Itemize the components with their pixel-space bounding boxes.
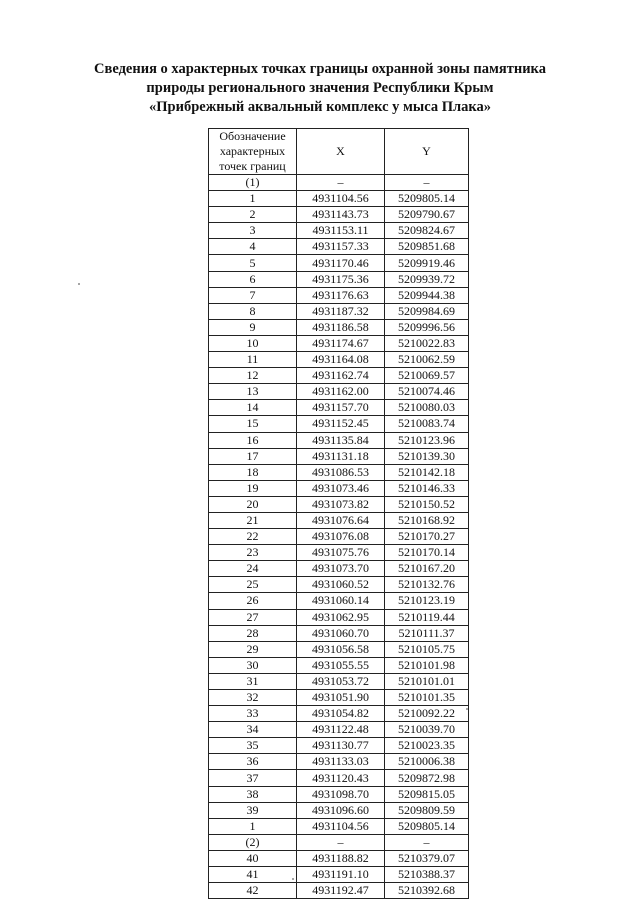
cell-y: 5210119.44 [385,609,469,625]
cell-y: 5209939.72 [385,271,469,287]
title-line-2: природы регионального значения Республики Крым [146,80,494,96]
table-row [209,480,469,496]
cell-x: 4931191.10 [297,867,385,883]
cell-x: 4931120.43 [297,770,385,786]
table-row [209,287,469,303]
table-row [209,545,469,561]
cell-x: 4931164.08 [297,352,385,368]
cell-x: 4931073.70 [297,561,385,577]
table-row [209,609,469,625]
table-row [209,496,469,512]
table-row [209,335,469,351]
cell-x: 4931051.90 [297,690,385,706]
cell-y: 5210074.46 [385,384,469,400]
table-row [209,754,469,770]
title-line-3: «Прибрежный аквальный комплекс у мыса Плака» [149,99,491,115]
cell-x: 4931056.58 [297,641,385,657]
cell-point: 33 [209,706,297,722]
table-row [209,786,469,802]
scan-speck [78,283,80,285]
table-row [209,432,469,448]
cell-point: 14 [209,400,297,416]
table-row [209,464,469,480]
cell-point: 21 [209,512,297,528]
cell-y: 5210083.74 [385,416,469,432]
cell-x: 4931157.33 [297,239,385,255]
cell-y: 5210167.20 [385,561,469,577]
table-row [209,271,469,287]
cell-y: 5210168.92 [385,512,469,528]
cell-x: 4931076.08 [297,529,385,545]
table-row [209,770,469,786]
cell-x: 4931060.14 [297,593,385,609]
cell-x: 4931157.70 [297,400,385,416]
cell-x: 4931060.70 [297,625,385,641]
cell-y: 5210388.37 [385,867,469,883]
cell-y: 5209851.68 [385,239,469,255]
cell-y: 5210123.96 [385,432,469,448]
header-x: X [297,129,385,175]
cell-point: 8 [209,303,297,319]
cell-point: 10 [209,335,297,351]
cell-x: 4931055.55 [297,657,385,673]
cell-x: 4931143.73 [297,207,385,223]
table-row [209,818,469,834]
cell-x: 4931062.95 [297,609,385,625]
cell-point: 31 [209,673,297,689]
cell-x: 4931053.72 [297,673,385,689]
cell-y: 5210022.83 [385,335,469,351]
header-point-designation [209,129,297,175]
cell-y: 5209872.98 [385,770,469,786]
table-row [209,368,469,384]
cell-y: 5210392.68 [385,883,469,899]
cell-y: 5210150.52 [385,496,469,512]
cell-y: 5209809.59 [385,802,469,818]
cell-point: 26 [209,593,297,609]
cell-point: 41 [209,867,297,883]
cell-x: 4931086.53 [297,464,385,480]
cell-x: 4931175.36 [297,271,385,287]
cell-x: – [297,834,385,850]
document-title [60,60,580,117]
cell-point: 20 [209,496,297,512]
cell-y: 5210039.70 [385,722,469,738]
cell-y: 5210092.22 [385,706,469,722]
table-row [209,319,469,335]
cell-point: (2) [209,834,297,850]
cell-point: 1 [209,191,297,207]
cell-point: 32 [209,690,297,706]
cell-y: 5210080.03 [385,400,469,416]
cell-point: 7 [209,287,297,303]
table-row [209,722,469,738]
cell-x: 4931152.45 [297,416,385,432]
cell-y: 5210069.57 [385,368,469,384]
cell-point: 38 [209,786,297,802]
table-row [209,690,469,706]
cell-x: 4931075.76 [297,545,385,561]
cell-x: 4931060.52 [297,577,385,593]
cell-x: 4931153.11 [297,223,385,239]
table-row [209,239,469,255]
cell-y: 5209824.67 [385,223,469,239]
table-row [209,303,469,319]
cell-y: 5210379.07 [385,850,469,866]
cell-x: 4931130.77 [297,738,385,754]
cell-y: 5209805.14 [385,191,469,207]
scan-speck [466,708,468,710]
table-row [209,706,469,722]
cell-point: 3 [209,223,297,239]
cell-point: 35 [209,738,297,754]
cell-point: 23 [209,545,297,561]
table-row [209,223,469,239]
table-row [209,802,469,818]
cell-y: – [385,175,469,191]
table-row [209,625,469,641]
cell-x: 4931076.64 [297,512,385,528]
table-row [209,641,469,657]
table-row [209,738,469,754]
cell-point: 40 [209,850,297,866]
cell-point: 29 [209,641,297,657]
cell-point: 28 [209,625,297,641]
cell-y: 5210105.75 [385,641,469,657]
cell-point: 13 [209,384,297,400]
scan-speck [292,878,294,880]
table-body [209,175,469,899]
table-row [209,512,469,528]
cell-y: 5210142.18 [385,464,469,480]
table-row [209,673,469,689]
cell-y: 5209919.46 [385,255,469,271]
cell-point: 25 [209,577,297,593]
cell-point: 4 [209,239,297,255]
table-row [209,191,469,207]
cell-point: 2 [209,207,297,223]
table-row [209,834,469,850]
table-row [209,867,469,883]
cell-y: 5210111.37 [385,625,469,641]
cell-point: 22 [209,529,297,545]
cell-point: 27 [209,609,297,625]
cell-point: 6 [209,271,297,287]
table-row [209,416,469,432]
table-row [209,883,469,899]
table-row [209,657,469,673]
cell-x: 4931188.82 [297,850,385,866]
cell-x: – [297,175,385,191]
cell-point: 12 [209,368,297,384]
cell-point: 11 [209,352,297,368]
cell-y: 5210023.35 [385,738,469,754]
cell-x: 4931170.46 [297,255,385,271]
cell-x: 4931162.74 [297,368,385,384]
cell-point: 1 [209,818,297,834]
header-line: Обозначение [219,129,286,143]
cell-y: 5210139.30 [385,448,469,464]
cell-y: 5210146.33 [385,480,469,496]
cell-y: 5210170.27 [385,529,469,545]
cell-x: 4931073.82 [297,496,385,512]
cell-x: 4931187.32 [297,303,385,319]
cell-x: 4931176.63 [297,287,385,303]
table-row [209,529,469,545]
cell-y: 5209790.67 [385,207,469,223]
cell-y: 5209805.14 [385,818,469,834]
cell-point: (1) [209,175,297,191]
cell-point: 24 [209,561,297,577]
cell-x: 4931054.82 [297,706,385,722]
cell-y: 5210062.59 [385,352,469,368]
cell-x: 4931192.47 [297,883,385,899]
cell-x: 4931122.48 [297,722,385,738]
cell-point: 16 [209,432,297,448]
cell-y: 5209815.05 [385,786,469,802]
cell-y: 5210101.35 [385,690,469,706]
cell-x: 4931131.18 [297,448,385,464]
coordinates-table [208,128,469,899]
table-row [209,175,469,191]
cell-y: 5209996.56 [385,319,469,335]
cell-point: 5 [209,255,297,271]
header-line: точек границ [219,159,286,173]
cell-y: 5210006.38 [385,754,469,770]
table-row [209,352,469,368]
cell-x: 4931098.70 [297,786,385,802]
cell-y: 5210170.14 [385,545,469,561]
cell-x: 4931104.56 [297,191,385,207]
cell-y: 5210132.76 [385,577,469,593]
cell-point: 18 [209,464,297,480]
table-row [209,400,469,416]
cell-x: 4931073.46 [297,480,385,496]
cell-y: – [385,834,469,850]
cell-point: 34 [209,722,297,738]
cell-point: 37 [209,770,297,786]
cell-y: 5209984.69 [385,303,469,319]
table-row [209,561,469,577]
cell-y: 5209944.38 [385,287,469,303]
table-row [209,448,469,464]
cell-x: 4931186.58 [297,319,385,335]
cell-point: 15 [209,416,297,432]
cell-point: 17 [209,448,297,464]
cell-point: 30 [209,657,297,673]
cell-point: 42 [209,883,297,899]
table-row [209,850,469,866]
cell-x: 4931162.00 [297,384,385,400]
table-row [209,593,469,609]
cell-point: 9 [209,319,297,335]
cell-x: 4931135.84 [297,432,385,448]
cell-y: 5210123.19 [385,593,469,609]
table-row [209,577,469,593]
cell-point: 36 [209,754,297,770]
cell-point: 19 [209,480,297,496]
header-y: Y [385,129,469,175]
cell-point: 39 [209,802,297,818]
title-line-1: Сведения о характерных точках границы охранной зоны памятника [94,61,546,77]
cell-x: 4931104.56 [297,818,385,834]
cell-y: 5210101.01 [385,673,469,689]
table-row [209,207,469,223]
table-header-row [209,129,469,175]
cell-x: 4931174.67 [297,335,385,351]
cell-x: 4931133.03 [297,754,385,770]
cell-y: 5210101.98 [385,657,469,673]
table-row [209,255,469,271]
header-line: характерных [219,144,286,158]
cell-x: 4931096.60 [297,802,385,818]
table-row [209,384,469,400]
